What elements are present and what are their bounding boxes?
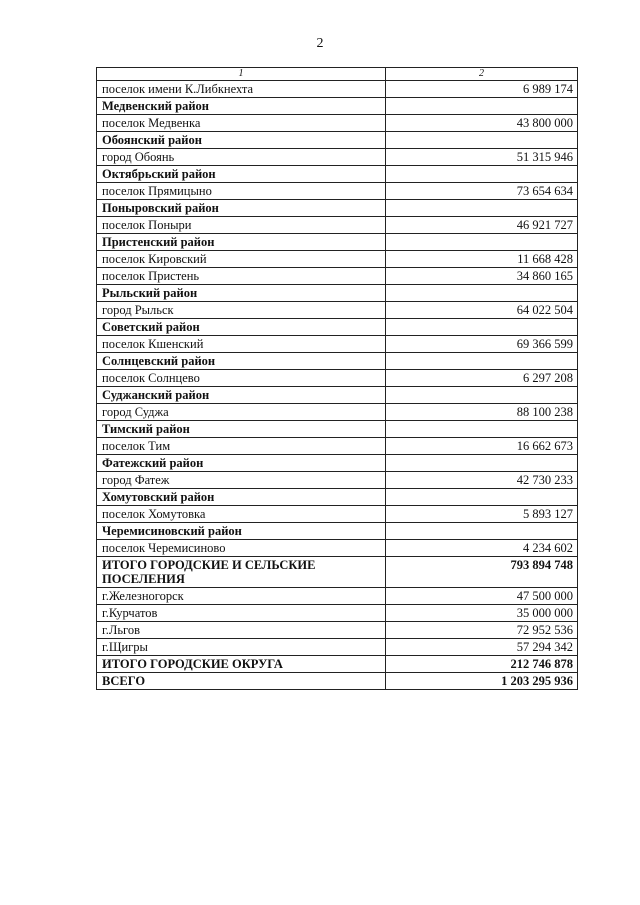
amount-cell: 16 662 673 bbox=[386, 438, 578, 455]
district-row bbox=[97, 285, 578, 302]
budget-table bbox=[96, 67, 578, 690]
amount-cell: 4 234 602 bbox=[386, 540, 578, 557]
table-row bbox=[97, 639, 578, 656]
page-number: 2 bbox=[316, 36, 324, 51]
district-row bbox=[97, 489, 578, 506]
table-row bbox=[97, 540, 578, 557]
column-header-2: 2 bbox=[386, 68, 578, 81]
settlement-name: г.Курчатов bbox=[97, 605, 386, 622]
table-row bbox=[97, 605, 578, 622]
total-row bbox=[97, 673, 578, 690]
settlement-name: город Суджа bbox=[97, 404, 386, 421]
amount-cell: 46 921 727 bbox=[386, 217, 578, 234]
district-name: Обоянский район bbox=[97, 132, 386, 149]
amount-cell bbox=[386, 166, 578, 183]
settlement-name: город Рыльск bbox=[97, 302, 386, 319]
table-row bbox=[97, 506, 578, 523]
table-row bbox=[97, 268, 578, 285]
total-row bbox=[97, 557, 578, 588]
amount-cell: 11 668 428 bbox=[386, 251, 578, 268]
table-row bbox=[97, 472, 578, 489]
table-row bbox=[97, 115, 578, 132]
amount-cell: 42 730 233 bbox=[386, 472, 578, 489]
settlement-name: поселок Хомутовка bbox=[97, 506, 386, 523]
amount-cell bbox=[386, 387, 578, 404]
settlement-name: г.Железногорск bbox=[97, 588, 386, 605]
amount-cell: 69 366 599 bbox=[386, 336, 578, 353]
amount-cell bbox=[386, 421, 578, 438]
district-row bbox=[97, 132, 578, 149]
amount-cell: 35 000 000 bbox=[386, 605, 578, 622]
district-name: Советский район bbox=[97, 319, 386, 336]
district-row bbox=[97, 523, 578, 540]
total-row bbox=[97, 656, 578, 673]
table-row bbox=[97, 81, 578, 98]
amount-cell: 34 860 165 bbox=[386, 268, 578, 285]
amount-cell: 43 800 000 bbox=[386, 115, 578, 132]
settlement-name: поселок Медвенка bbox=[97, 115, 386, 132]
amount-cell: 51 315 946 bbox=[386, 149, 578, 166]
district-row bbox=[97, 353, 578, 370]
table-row bbox=[97, 438, 578, 455]
settlement-name: г.Льгов bbox=[97, 622, 386, 639]
total-amount: 212 746 878 bbox=[386, 656, 578, 673]
district-name: Солнцевский район bbox=[97, 353, 386, 370]
district-name: Черемисиновский район bbox=[97, 523, 386, 540]
amount-cell: 57 294 342 bbox=[386, 639, 578, 656]
settlement-name: поселок Тим bbox=[97, 438, 386, 455]
amount-cell bbox=[386, 234, 578, 251]
district-row bbox=[97, 98, 578, 115]
amount-cell: 6 297 208 bbox=[386, 370, 578, 387]
district-name: Октябрьский район bbox=[97, 166, 386, 183]
district-row bbox=[97, 387, 578, 404]
amount-cell: 5 893 127 bbox=[386, 506, 578, 523]
table-row bbox=[97, 404, 578, 421]
amount-cell bbox=[386, 353, 578, 370]
table-header bbox=[97, 68, 578, 81]
district-row bbox=[97, 234, 578, 251]
district-name: Пристенский район bbox=[97, 234, 386, 251]
amount-cell: 73 654 634 bbox=[386, 183, 578, 200]
column-header-1: 1 bbox=[97, 68, 386, 81]
table-row bbox=[97, 622, 578, 639]
amount-cell bbox=[386, 319, 578, 336]
amount-cell bbox=[386, 200, 578, 217]
amount-cell bbox=[386, 98, 578, 115]
amount-cell bbox=[386, 523, 578, 540]
table-row bbox=[97, 336, 578, 353]
table-row bbox=[97, 588, 578, 605]
district-name: Фатежский район bbox=[97, 455, 386, 472]
table-row bbox=[97, 149, 578, 166]
settlement-name: поселок Кировский bbox=[97, 251, 386, 268]
amount-cell bbox=[386, 132, 578, 149]
district-row bbox=[97, 319, 578, 336]
settlement-name: поселок Поныри bbox=[97, 217, 386, 234]
table-body bbox=[97, 81, 578, 690]
total-label: ИТОГО ГОРОДСКИЕ И СЕЛЬСКИЕ ПОСЕЛЕНИЯ bbox=[97, 557, 386, 588]
district-name: Тимский район bbox=[97, 421, 386, 438]
amount-cell: 88 100 238 bbox=[386, 404, 578, 421]
table-header-row bbox=[97, 68, 578, 81]
table-row bbox=[97, 302, 578, 319]
settlement-name: поселок Прямицыно bbox=[97, 183, 386, 200]
total-label: ВСЕГО bbox=[97, 673, 386, 690]
settlement-name: поселок имени К.Либкнехта bbox=[97, 81, 386, 98]
district-row bbox=[97, 200, 578, 217]
total-label: ИТОГО ГОРОДСКИЕ ОКРУГА bbox=[97, 656, 386, 673]
table-row bbox=[97, 217, 578, 234]
table-row bbox=[97, 183, 578, 200]
amount-cell: 6 989 174 bbox=[386, 81, 578, 98]
amount-cell bbox=[386, 285, 578, 302]
district-name: Медвенский район bbox=[97, 98, 386, 115]
district-row bbox=[97, 421, 578, 438]
table-row bbox=[97, 370, 578, 387]
district-row bbox=[97, 166, 578, 183]
settlement-name: поселок Пристень bbox=[97, 268, 386, 285]
settlement-name: поселок Кшенский bbox=[97, 336, 386, 353]
amount-cell: 64 022 504 bbox=[386, 302, 578, 319]
district-name: Хомутовский район bbox=[97, 489, 386, 506]
table-row bbox=[97, 251, 578, 268]
settlement-name: поселок Черемисиново bbox=[97, 540, 386, 557]
settlement-name: город Фатеж bbox=[97, 472, 386, 489]
district-name: Поныровский район bbox=[97, 200, 386, 217]
settlement-name: город Обоянь bbox=[97, 149, 386, 166]
amount-cell: 72 952 536 bbox=[386, 622, 578, 639]
district-name: Суджанский район bbox=[97, 387, 386, 404]
total-amount: 793 894 748 bbox=[386, 557, 578, 588]
amount-cell bbox=[386, 489, 578, 506]
amount-cell bbox=[386, 455, 578, 472]
settlement-name: г.Щигры bbox=[97, 639, 386, 656]
district-name: Рыльский район bbox=[97, 285, 386, 302]
total-amount: 1 203 295 936 bbox=[386, 673, 578, 690]
amount-cell: 47 500 000 bbox=[386, 588, 578, 605]
settlement-name: поселок Солнцево bbox=[97, 370, 386, 387]
district-row bbox=[97, 455, 578, 472]
